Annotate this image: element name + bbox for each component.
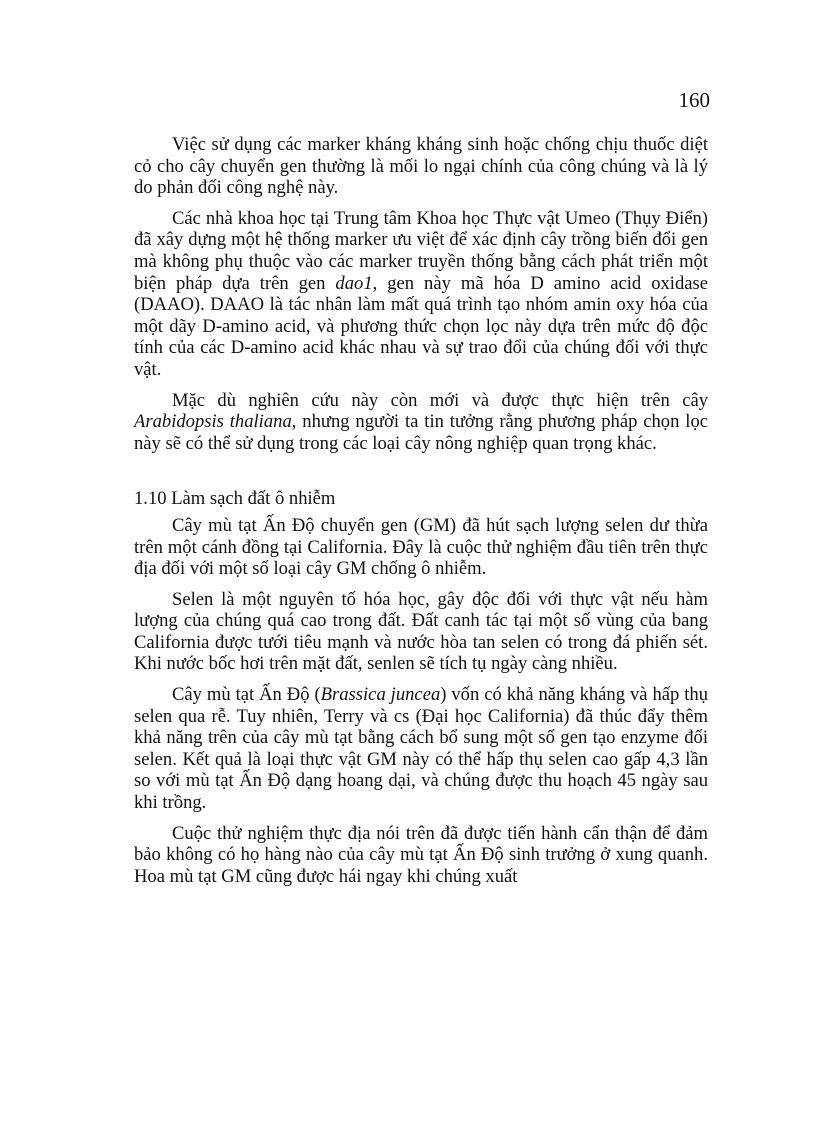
text-run: Các nhà khoa học tại Trung tâm Khoa học Thực vật Umeo (Thụy Điển) đã xây dựng một hệ thống marker ưu việt để xác định cây trồng biến đổi gen mà không phụ thuộc vào các marker truyền thống bằng cách phát triển một biện pháp dựa trên gen xyxy=(134,207,708,294)
page-number: 160 xyxy=(678,88,710,112)
gene-name-italic: dao1 xyxy=(335,272,373,294)
paragraph-selenium: Selen là một nguyên tố hóa học, gây độc đối với thực vật nếu hàm lượng của chúng quá cao trong đất. Đất canh tác tại một số vùng của bang California được tưới tiêu mạnh và nước hòa tan selen có trong đá phiến sét. Khi nước bốc hơi trên mặt đất, senlen sẽ tích tụ ngày càng nhiều. xyxy=(134,588,708,675)
text-run: ) vốn có khả năng kháng và hấp thụ selen qua rễ. Tuy nhiên, Terry và cs (Đại học California) đã thúc đẩy thêm khả năng trên của cây mù tạt bằng cách bổ sung một số gen tạo enzyme đối selen. Kết quả là loại thực vật GM này có thể hấp thụ selen cao gấp 4,3 lần so với mù tạt Ấn Độ dạng hoang dại, và chúng được thu hoạch 45 ngày sau khi trồng. xyxy=(134,684,709,814)
paragraph-brassica xyxy=(134,684,708,814)
text-run: , nhưng người ta tin tưởng rằng phương pháp chọn lọc này sẽ có thể sử dụng trong các loại cây nông nghiệp quan trọng khác. xyxy=(134,411,708,454)
paragraph-marker-concerns: Việc sử dụng các marker kháng kháng sinh hoặc chống chịu thuốc diệt cỏ cho cây chuyển gen thường là mối lo ngại chính của công chúng và là lý do phản đối công nghệ này. xyxy=(134,134,708,199)
paragraph-arabidopsis xyxy=(134,390,708,455)
section-heading: 1.10 Làm sạch đất ô nhiễm xyxy=(134,488,336,510)
text-run: Cây mù tạt Ấn Độ ( xyxy=(172,684,321,706)
body-text xyxy=(134,134,708,887)
paragraph-umeo-research xyxy=(134,208,708,381)
species-name-italic: Brassica juncea xyxy=(320,684,441,706)
text-run: , gen này mã hóa D amino acid oxidase (DAAO). DAAO là tác nhân làm mất quá trình tạo nhóm amin oxy hóa của một dãy D-amino acid, và phương thức chọn lọc này dựa trên mức độ độc tính của các D-amino acid khác nhau và sự trao đổi của chúng đối với thực vật. xyxy=(134,272,708,380)
paragraph-field-trial: Cuộc thử nghiệm thực địa nói trên đã được tiến hành cẩn thận để đảm bảo không có họ hàng nào của cây mù tạt Ấn Độ sinh trưởng ở xung quanh. Hoa mù tạt GM cũng được hái ngay khi chúng xuất xyxy=(134,822,708,887)
text-run: Mặc dù nghiên cứu này còn mới và được thực hiện trên cây xyxy=(172,389,708,411)
paragraph-gm-mustard: Cây mù tạt Ấn Độ chuyển gen (GM) đã hút sạch lượng selen dư thừa trên một cánh đồng tại California. Đây là cuộc thử nghiệm đầu tiên trên thực địa đối với một số loại cây GM chống ô nhiễm. xyxy=(134,514,708,580)
species-name-italic: Arabidopsis thaliana xyxy=(134,411,292,433)
